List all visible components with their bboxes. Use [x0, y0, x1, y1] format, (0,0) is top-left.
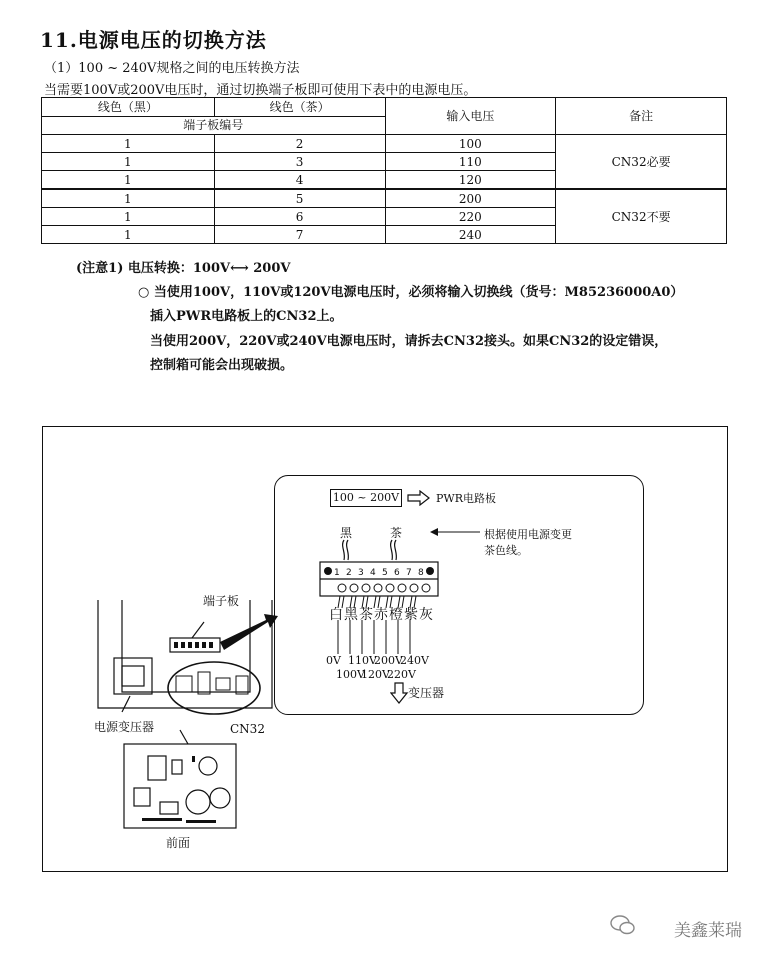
- voltage-220v: 220V: [387, 668, 416, 681]
- cell-black: 1: [42, 226, 215, 244]
- terminal-number: 3: [358, 568, 364, 578]
- header-terminal-no: 端子板编号: [42, 116, 386, 135]
- header-remarks: 备注: [556, 98, 727, 135]
- wire-colors: 白黑茶赤橙紫灰: [329, 607, 434, 623]
- brown-wire-label: 茶: [390, 526, 403, 540]
- cell-black: 1: [42, 135, 215, 153]
- cell-brown: 3: [214, 153, 385, 171]
- remarks-cn32-not-required: CN32不要: [556, 189, 727, 244]
- voltage-120v: 120V: [361, 668, 390, 681]
- voltage-table: [41, 97, 727, 244]
- terminal-number: 6: [394, 568, 400, 578]
- note-line-4: 控制箱可能会出现破损。: [150, 358, 294, 373]
- cell-brown: 7: [214, 226, 385, 244]
- cell-black: 1: [42, 189, 215, 208]
- voltage-200v: 200V: [374, 654, 403, 667]
- note-line-2: 插入PWR电路板上的CN32上。: [150, 309, 343, 324]
- terminal-number: 4: [370, 568, 376, 578]
- voltage-100v: 100V: [336, 668, 365, 681]
- note-line-3: 当使用200V，220V或240V电源电压时，请拆去CN32接头。如果CN32的设定错误，: [150, 334, 668, 349]
- transformer-label: 变压器: [408, 686, 445, 700]
- black-wire-label: 黑: [340, 526, 353, 540]
- cell-voltage: 120: [385, 171, 556, 190]
- cell-voltage: 100: [385, 135, 556, 153]
- cell-voltage: 110: [385, 153, 556, 171]
- voltage-240v: 240V: [400, 654, 429, 667]
- terminal-number: 8: [418, 568, 424, 578]
- change-note-line2: 茶色线。: [484, 544, 528, 557]
- cell-black: 1: [42, 208, 215, 226]
- remarks-cn32-required: CN32必要: [556, 135, 727, 190]
- note-line-1: ○ 当使用100V，110V或120V电源电压时，必须将输入切换线（货号：M85236000A0）: [138, 285, 684, 300]
- voltage-range-box: 100 ~ 200V: [330, 489, 402, 507]
- cell-black: 1: [42, 171, 215, 190]
- section-subtitle: （1）100 ~ 240V规格之间的电压转换方法: [44, 61, 300, 76]
- cell-voltage: 200: [385, 189, 556, 208]
- intro-text: 当需要100V或200V电压时，通过切换端子板即可使用下表中的电源电压。: [44, 83, 477, 98]
- table-row: [42, 189, 727, 208]
- cell-brown: 4: [214, 171, 385, 190]
- watermark-text: 美鑫莱瑞: [674, 921, 742, 941]
- down-arrow-icon: [390, 682, 408, 704]
- terminal-number: 2: [346, 568, 352, 578]
- change-note-line1: 根据使用电源变更: [484, 528, 572, 541]
- terminal-number: 1: [334, 568, 340, 578]
- power-transformer-label: 电源变压器: [94, 720, 155, 734]
- header-black: 线色（黑）: [42, 98, 215, 117]
- wechat-icon: [610, 914, 636, 936]
- pwr-board-label: PWR电路板: [436, 492, 496, 505]
- cell-voltage: 220: [385, 208, 556, 226]
- header-input-voltage: 输入电压: [385, 98, 556, 135]
- section-title: 11.电源电压的切换方法: [40, 28, 267, 52]
- cell-brown: 6: [214, 208, 385, 226]
- cell-voltage: 240: [385, 226, 556, 244]
- table-row: [42, 135, 727, 153]
- cn32-label: CN32: [230, 722, 265, 736]
- cell-black: 1: [42, 153, 215, 171]
- voltage-0v: 0V: [326, 654, 341, 667]
- cell-brown: 2: [214, 135, 385, 153]
- note-title: (注意1) 电压转换：100V⟷ 200V: [76, 261, 291, 276]
- front-label: 前面: [166, 836, 191, 850]
- cell-brown: 5: [214, 189, 385, 208]
- terminal-number: 5: [382, 568, 388, 578]
- voltage-110v: 110V: [348, 654, 377, 667]
- voltage-leader-lines: [330, 620, 430, 656]
- terminal-number: 7: [406, 568, 412, 578]
- header-brown: 线色（茶）: [214, 98, 385, 117]
- left-pointer-arrow-icon: [430, 526, 482, 538]
- right-arrow-icon: [407, 490, 431, 506]
- terminal-board-label: 端子板: [203, 594, 240, 608]
